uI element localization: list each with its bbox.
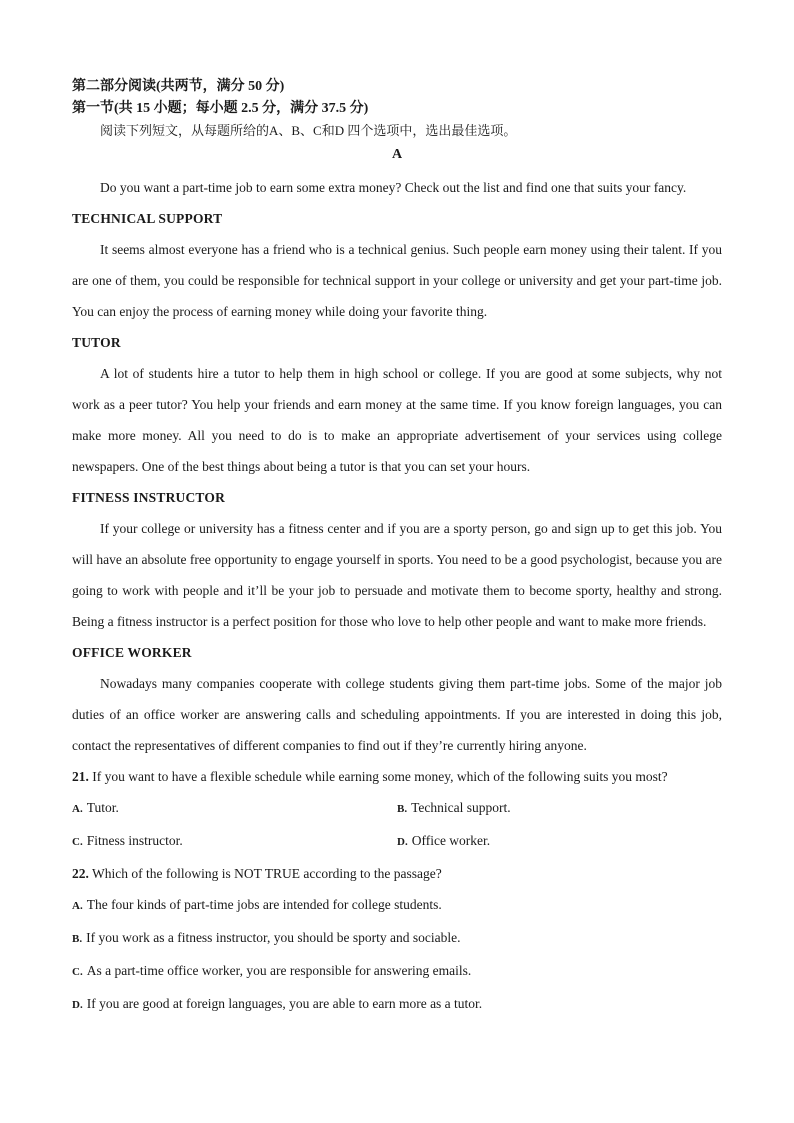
question-21-options-row-1	[72, 792, 722, 825]
question-number: 22.	[72, 866, 89, 881]
section-text-fitness-instructor: If your college or university has a fitness center and if you are a sporty person, go and sign up to get this job. You will have an absolute free opportunity to engage yourself in sports. You need to be a good psychologist, because you are going to work with people and it’ll be your job to persuade and motivate them to become sporty, healthy and strong. Being a fitness instructor is a perfect position for those who love to help other people and want to make more friends.	[72, 521, 722, 629]
option-c	[72, 825, 397, 858]
option-d	[72, 988, 722, 1021]
option-b	[72, 922, 722, 955]
question-text: Which of the following is NOT TRUE according to the passage?	[92, 866, 442, 881]
question-text: If you want to have a flexible schedule while earning some money, which of the following suits you most?	[92, 769, 668, 784]
option-b	[397, 792, 722, 825]
option-label: B.	[397, 803, 408, 815]
question-number: 21.	[72, 769, 89, 784]
option-text: Office worker.	[411, 833, 491, 848]
option-text: As a part-time office worker, you are responsible for answering emails.	[86, 963, 472, 978]
option-d	[397, 825, 722, 858]
option-text: Technical support.	[411, 800, 511, 815]
section-title-tutor: TUTOR	[72, 335, 121, 350]
option-label: D.	[397, 836, 408, 848]
section-heading: 第一节(共 15 小题；每小题 2.5 分，满分 37.5 分)	[72, 101, 369, 116]
section-title-fitness-instructor: FITNESS INSTRUCTOR	[72, 490, 226, 505]
option-c	[72, 955, 722, 988]
option-label: D.	[72, 999, 83, 1011]
option-label: B.	[72, 933, 83, 945]
option-label: A.	[72, 900, 83, 912]
option-text: If you work as a fitness instructor, you should be sporty and sociable.	[86, 930, 461, 945]
option-a	[72, 889, 722, 922]
instruction-text: 阅读下列短文，从每题所给的A、B、C和D 四个选项中，选出最佳选项。	[100, 123, 517, 138]
option-label: A.	[72, 803, 83, 815]
section-text-technical-support: It seems almost everyone has a friend who is a technical genius. Such people earn money using their talent. If you are one of them, you could be responsible for technical support in your college or university and get your part-time job. You can enjoy the process of earning money while doing your favorite thing.	[72, 242, 722, 319]
option-text: If you are good at foreign languages, you are able to earn more as a tutor.	[86, 996, 483, 1011]
option-label: C.	[72, 836, 83, 848]
option-a	[72, 792, 397, 825]
section-title-technical-support: TECHNICAL SUPPORT	[72, 211, 223, 226]
section-title-office-worker: OFFICE WORKER	[72, 645, 192, 660]
section-text-office-worker: Nowadays many companies cooperate with college students giving them part-time jobs. Some of the major job duties of an office worker are answering calls and scheduling appointments. If you are interested in doing this job, contact the representatives of different companies to find out if they’re currently hiring anyone.	[72, 676, 722, 753]
section-text-tutor: A lot of students hire a tutor to help them in high school or college. If you are good at some subjects, why not work as a peer tutor? You help your friends and earn money at the same time. If you know foreign languages, you can make more money. All you need to do is to make an appropriate advertisement of your services using college newspapers. One of the best things about being a tutor is that you can set your hours.	[72, 366, 722, 474]
option-text: Tutor.	[86, 800, 119, 815]
part-heading: 第二部分阅读(共两节，满分 50 分)	[72, 79, 285, 94]
question-21-options-row-2	[72, 825, 722, 858]
option-label: C.	[72, 966, 83, 978]
exam-page	[72, 76, 722, 1021]
option-text: Fitness instructor.	[86, 833, 183, 848]
option-text: The four kinds of part-time jobs are intended for college students.	[86, 897, 442, 912]
question-22	[72, 858, 722, 889]
question-21	[72, 761, 722, 792]
passage-intro: Do you want a part-time job to earn some extra money? Check out the list and find one that suits your fancy.	[100, 180, 687, 195]
passage-letter: A	[391, 147, 403, 162]
